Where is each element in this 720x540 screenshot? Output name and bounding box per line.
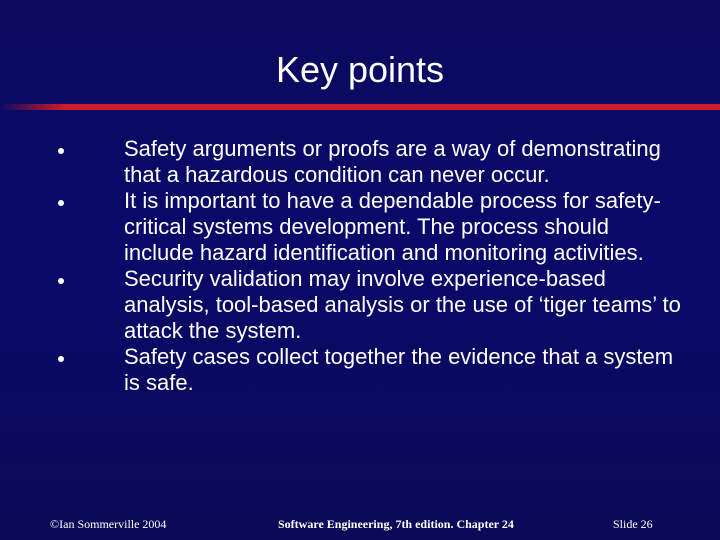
- bullet-text: Security validation may involve experience-based analysis, tool-based analysis or the use of ‘tiger teams’ to attack the system.: [124, 266, 681, 343]
- footer-slide-number: Slide 26: [613, 517, 653, 531]
- bullet-text: Safety cases collect together the evidence that a system is safe.: [124, 344, 674, 395]
- slide-title: Key points: [275, 49, 445, 90]
- title-underline: [0, 104, 720, 110]
- bullet-item: [0, 136, 684, 188]
- bullet-text: It is important to have a dependable process for safety-critical systems development. The process should include hazard identification and monitoring activities.: [124, 188, 661, 265]
- bullet-item: [0, 188, 684, 266]
- bullet-list: [0, 136, 720, 396]
- bullet-dot-icon: [58, 200, 64, 206]
- bullet-item: [0, 344, 684, 396]
- bullet-text: Safety arguments or proofs are a way of demonstrating that a hazardous condition can never occur.: [124, 136, 661, 187]
- footer-book-title: Software Engineering, 7th edition. Chapter 24: [278, 517, 514, 531]
- bullet-dot-icon: [58, 356, 64, 362]
- bullet-item: [0, 266, 684, 344]
- bullet-dot-icon: [58, 148, 64, 154]
- footer-copyright: ©Ian Sommerville 2004: [50, 517, 167, 531]
- bullet-dot-icon: [58, 278, 64, 284]
